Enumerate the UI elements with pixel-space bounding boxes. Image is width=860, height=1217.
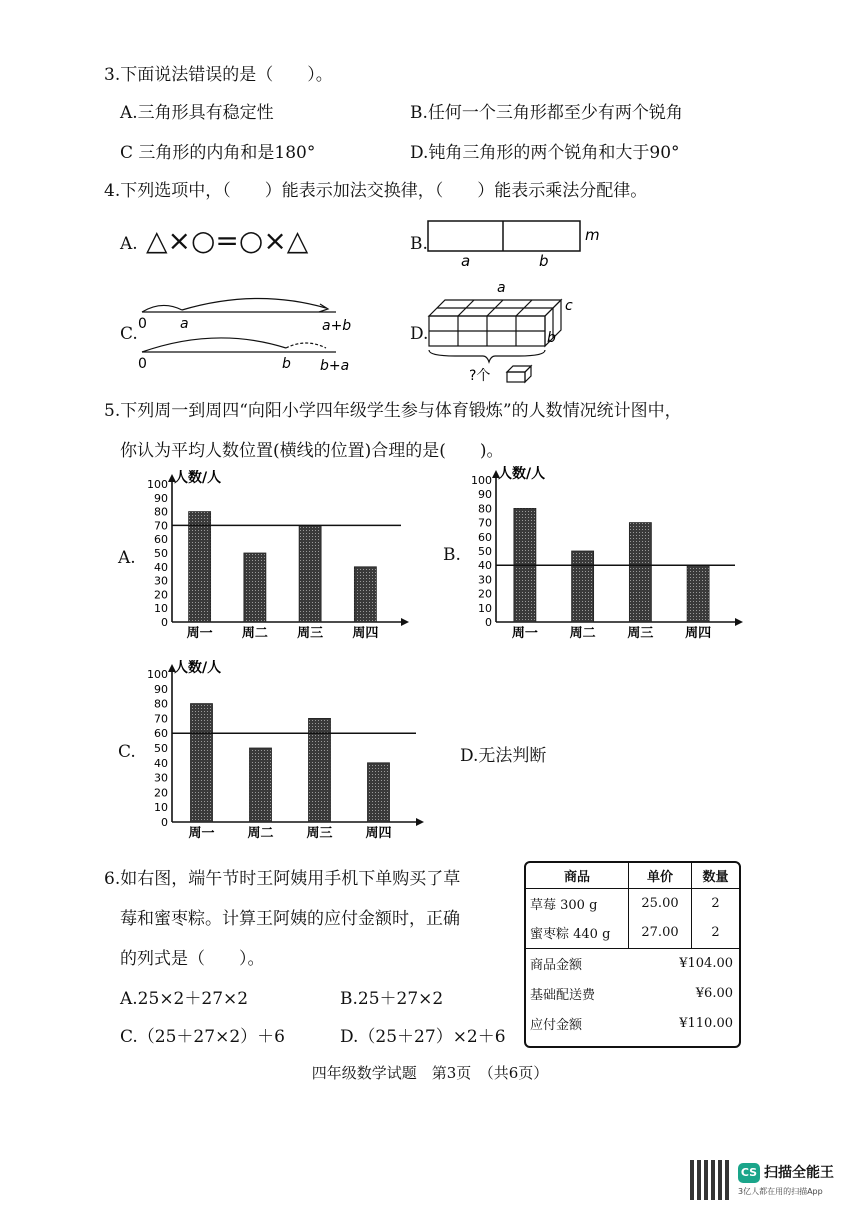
y-tick-label: 50 [478, 545, 492, 558]
y-tick-label: 80 [154, 505, 168, 519]
q6-option-a: A.25×2＋27×2 [120, 989, 249, 1009]
y-tick-label: 100 [147, 478, 168, 491]
d-label-c: c [565, 298, 573, 314]
q3-option-d: D.钝角三角形的两个锐角和大于90° [410, 143, 680, 163]
q4-option-c-label: C. [120, 324, 138, 344]
y-tick-label: 70 [154, 712, 168, 726]
bar [250, 748, 272, 822]
y-tick-label: 80 [154, 697, 168, 711]
q6-option-b: B.25＋27×2 [340, 989, 444, 1009]
bar [189, 512, 211, 622]
q4-option-b-rectangle-diagram [425, 218, 605, 270]
c-a-top: a [180, 316, 189, 332]
q4-stem: 4.下列选项中，（ ）能表示加法交换律，（ ）能表示乘法分配律。 [104, 181, 648, 201]
y-tick-label: 40 [154, 560, 168, 574]
q6-stem-line1: 6.如右图，端午节时王阿姨用手机下单购买了草 [104, 869, 461, 889]
q4-option-b-label: B. [410, 234, 428, 254]
q5-chart-b [462, 466, 747, 642]
bar [687, 565, 709, 622]
order-header-qty: 数量 [702, 869, 729, 885]
x-tick-label: 周一 [511, 626, 538, 641]
d-caption: ?个 [469, 368, 491, 384]
q3-option-c: C 三角形的内角和是180° [120, 143, 316, 163]
x-axis-arrow [401, 618, 409, 626]
q3-stem: 3.下面说法错误的是（ ）。 [104, 65, 333, 85]
order-row-item: 草莓 300 g [526, 888, 629, 918]
y-tick-label: 30 [154, 574, 168, 588]
watermark-tagline: 3亿人都在用的扫描App [738, 1187, 823, 1196]
order-total-value: ¥110.00 [679, 1015, 733, 1031]
y-tick-label: 60 [154, 727, 168, 741]
c-bpa: b+a [320, 358, 350, 372]
y-tick-label: 90 [478, 488, 492, 502]
y-tick-label: 90 [154, 491, 168, 505]
label-b: b [539, 252, 549, 270]
y-tick-label: 10 [154, 801, 168, 815]
order-total-value: ¥104.00 [679, 955, 733, 971]
y-tick-label: 0 [161, 816, 168, 829]
order-row-qty: 2 [711, 925, 720, 941]
q4-option-d-label: D. [410, 324, 429, 344]
y-tick-label: 60 [478, 530, 492, 544]
order-row-price: 25.00 [629, 888, 692, 918]
q5-option-d: D.无法判断 [460, 746, 547, 766]
order-header-item: 商品 [526, 863, 629, 888]
bar [244, 553, 266, 622]
bar [572, 551, 594, 622]
q5-option-c-label: C. [118, 742, 136, 762]
y-tick-label: 40 [154, 756, 168, 770]
x-tick-label: 周四 [685, 626, 712, 641]
c-zero-bottom: 0 [138, 356, 147, 372]
q5-option-a-label: A. [118, 548, 136, 568]
c-zero-top: 0 [138, 316, 147, 332]
order-row-item: 蜜枣粽 440 g [526, 918, 629, 948]
y-tick-label: 0 [485, 616, 492, 629]
bar [191, 704, 213, 822]
q5-stem-line2: 你认为平均人数位置(横线的位置)合理的是( )。 [120, 441, 504, 461]
y-tick-label: 50 [154, 742, 168, 755]
bar [629, 523, 651, 622]
y-tick-label: 40 [478, 559, 492, 573]
y-tick-label: 90 [154, 682, 168, 696]
order-total-label: 应付金额 [530, 1017, 583, 1033]
y-axis-label: 人数/人 [174, 470, 222, 486]
order-row-qty: 2 [711, 895, 720, 911]
x-tick-label: 周一 [186, 626, 213, 641]
d-label-a: a [497, 280, 506, 296]
q3-option-a: A.三角形具有稳定性 [120, 103, 274, 123]
q4-option-d-cuboid-diagram [425, 276, 585, 384]
y-tick-label: 30 [478, 573, 492, 587]
x-tick-label: 周四 [352, 626, 379, 641]
camscanner-logo-icon: CS [738, 1163, 760, 1183]
label-a: a [461, 252, 471, 270]
c-apb: a+b [322, 318, 352, 334]
q4-option-c-number-line-diagram [136, 290, 366, 372]
c-b-bottom: b [282, 356, 291, 372]
order-total-label: 商品金额 [530, 957, 583, 973]
q5-chart-c [138, 660, 428, 842]
y-tick-label: 100 [471, 474, 492, 487]
y-tick-label: 0 [161, 616, 168, 629]
x-axis-arrow [416, 818, 424, 826]
y-tick-label: 70 [478, 516, 492, 530]
y-tick-label: 20 [154, 588, 168, 602]
x-axis-arrow [735, 618, 743, 626]
y-tick-label: 20 [478, 587, 492, 601]
bar [368, 763, 390, 822]
q3-option-b: B.任何一个三角形都至少有两个锐角 [410, 103, 683, 123]
q5-option-b-label: B. [443, 545, 461, 565]
order-header-price: 单价 [629, 863, 692, 888]
y-tick-label: 20 [154, 786, 168, 800]
y-tick-label: 80 [478, 502, 492, 516]
q6-stem-line2: 莓和蜜枣粽。计算王阿姨的应付金额时，正确 [120, 909, 460, 929]
y-tick-label: 10 [154, 602, 168, 616]
q4-option-a-formula: △×○=○×△ [146, 224, 309, 257]
x-tick-label: 周三 [297, 626, 324, 641]
q6-option-d: D.（25＋27）×2＋6 [340, 1027, 506, 1047]
rectangle-outline [428, 221, 580, 251]
x-tick-label: 周二 [569, 626, 596, 641]
q5-chart-a [138, 470, 413, 642]
y-tick-label: 30 [154, 771, 168, 785]
x-tick-label: 周二 [247, 826, 274, 841]
bar [299, 525, 321, 622]
order-total-value: ¥6.00 [695, 985, 733, 1001]
y-axis-label: 人数/人 [498, 466, 546, 482]
watermark-brand: 扫描全能王 [764, 1165, 834, 1181]
qr-code-icon [690, 1160, 730, 1200]
order-total-label: 基础配送费 [530, 987, 596, 1003]
y-tick-label: 60 [154, 533, 168, 547]
x-tick-label: 周四 [365, 826, 392, 841]
q5-stem-line1: 5.下列周一到周四“向阳小学四年级学生参与体育锻炼”的人数情况统计图中， [104, 401, 682, 421]
y-tick-label: 100 [147, 668, 168, 681]
bar [354, 567, 376, 622]
y-tick-label: 50 [154, 547, 168, 560]
q6-stem-line3: 的列式是（ ）。 [120, 949, 265, 969]
x-tick-label: 周三 [627, 626, 654, 641]
q6-option-c: C.（25＋27×2）＋6 [120, 1027, 285, 1047]
x-tick-label: 周二 [241, 626, 268, 641]
page-footer: 四年级数学试题 第3页 （共6页） [311, 1064, 549, 1082]
y-tick-label: 10 [478, 601, 492, 615]
order-receipt [524, 861, 741, 1048]
y-axis-label: 人数/人 [174, 660, 222, 676]
order-row-price: 27.00 [629, 918, 692, 948]
d-label-b: b [547, 330, 556, 346]
x-tick-label: 周三 [306, 826, 333, 841]
label-m: m [585, 226, 600, 244]
x-tick-label: 周一 [188, 826, 215, 841]
y-tick-label: 70 [154, 519, 168, 533]
q4-option-a-label: A. [120, 234, 138, 254]
